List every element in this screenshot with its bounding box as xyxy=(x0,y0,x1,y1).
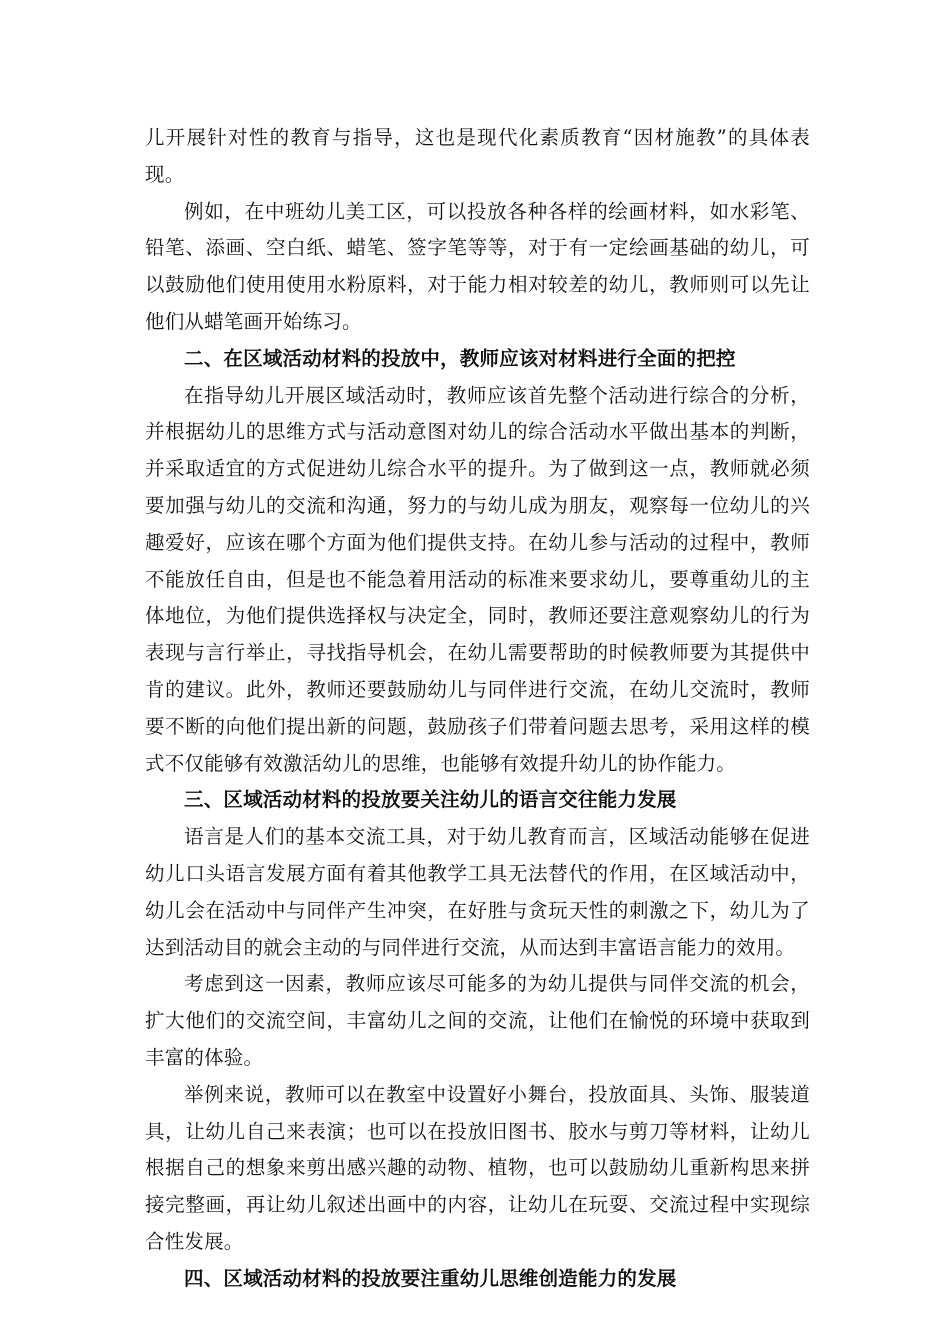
section-heading-3: 三、区域活动材料的投放要关注幼儿的语言交往能力发展 xyxy=(184,788,677,812)
paragraph-teacher-guidance: 在指导幼儿开展区域活动时，教师应该首先整个活动进行综合的分析，并根据幼儿的思维方式与活动意图对幼儿的综合活动水平做出基本的判断，并采取适宜的方式促进幼儿综合水平的提升。为了做到这一点，教师就必须要加强与幼儿的交流和沟通，努力的与幼儿成为朋友，观察每一位幼儿的兴趣爱好，应该在哪个方面为他们提供支持。在幼儿参与活动的过程中，教师不能放任自由，但是也不能急着用活动的标准来要求幼儿，要尊重幼儿的主体地位，为他们提供选择权与决定全，同时，教师还要注意观察幼儿的行为表现与言行举止，寻找指导机会，在幼儿需要帮助的时候教师要为其提供中肯的建议。此外，教师还要鼓励幼儿与同伴进行交流，在幼儿交流时，教师要不断的向他们提出新的问题，鼓励孩子们带着问题去思考，采用这样的模式不仅能够有效激活幼儿的思维，也能够有效提升幼儿的协作能力。 xyxy=(145,383,810,775)
document-page xyxy=(145,120,810,1298)
paragraph-art-materials-example: 例如，在中班幼儿美工区，可以投放各种各样的绘画材料，如水彩笔、铅笔、添画、空白纸、蜡笔、签字笔等等，对于有一定绘画基础的幼儿，可以鼓励他们使用使用水粉原料，对于能力相对较差的幼儿，教师则可以先让他们从蜡笔画开始练习。 xyxy=(145,199,810,333)
paragraph-language-tool: 语言是人们的基本交流工具，对于幼儿教育而言，区域活动能够在促进幼儿口头语言发展方面有着其他教学工具无法替代的作用，在区域活动中，幼儿会在活动中与同伴产生冲突，在好胜与贪玩天性的刺激之下，幼儿为了达到活动目的就会主动的与同伴进行交流，从而达到丰富语言能力的效用。 xyxy=(145,825,810,959)
section-heading-2: 二、在区域活动材料的投放中，教师应该对材料进行全面的把控 xyxy=(184,346,736,370)
section-heading-4: 四、区域活动材料的投放要注重幼儿思维创造能力的发展 xyxy=(184,1266,677,1290)
paragraph-communication-opportunity: 考虑到这一因素，教师应该尽可能多的为幼儿提供与同伴交流的机会，扩大他们的交流空间，丰富幼儿之间的交流，让他们在愉悦的环境中获取到丰富的体验。 xyxy=(145,972,810,1069)
paragraph-continuation: 儿开展针对性的教育与指导，这也是现代化素质教育“因材施教”的具体表现。 xyxy=(145,126,810,186)
paragraph-stage-example: 举例来说，教师可以在教室中设置好小舞台，投放面具、头饰、服装道具，让幼儿自己来表演；也可以在投放旧图书、胶水与剪刀等材料，让幼儿根据自己的想象来剪出感兴趣的动物、植物，也可以鼓励幼儿重新构思来拼接完整画，再让幼儿叙述出画中的内容，让幼儿在玩耍、交流过程中实现综合性发展。 xyxy=(145,1082,810,1253)
